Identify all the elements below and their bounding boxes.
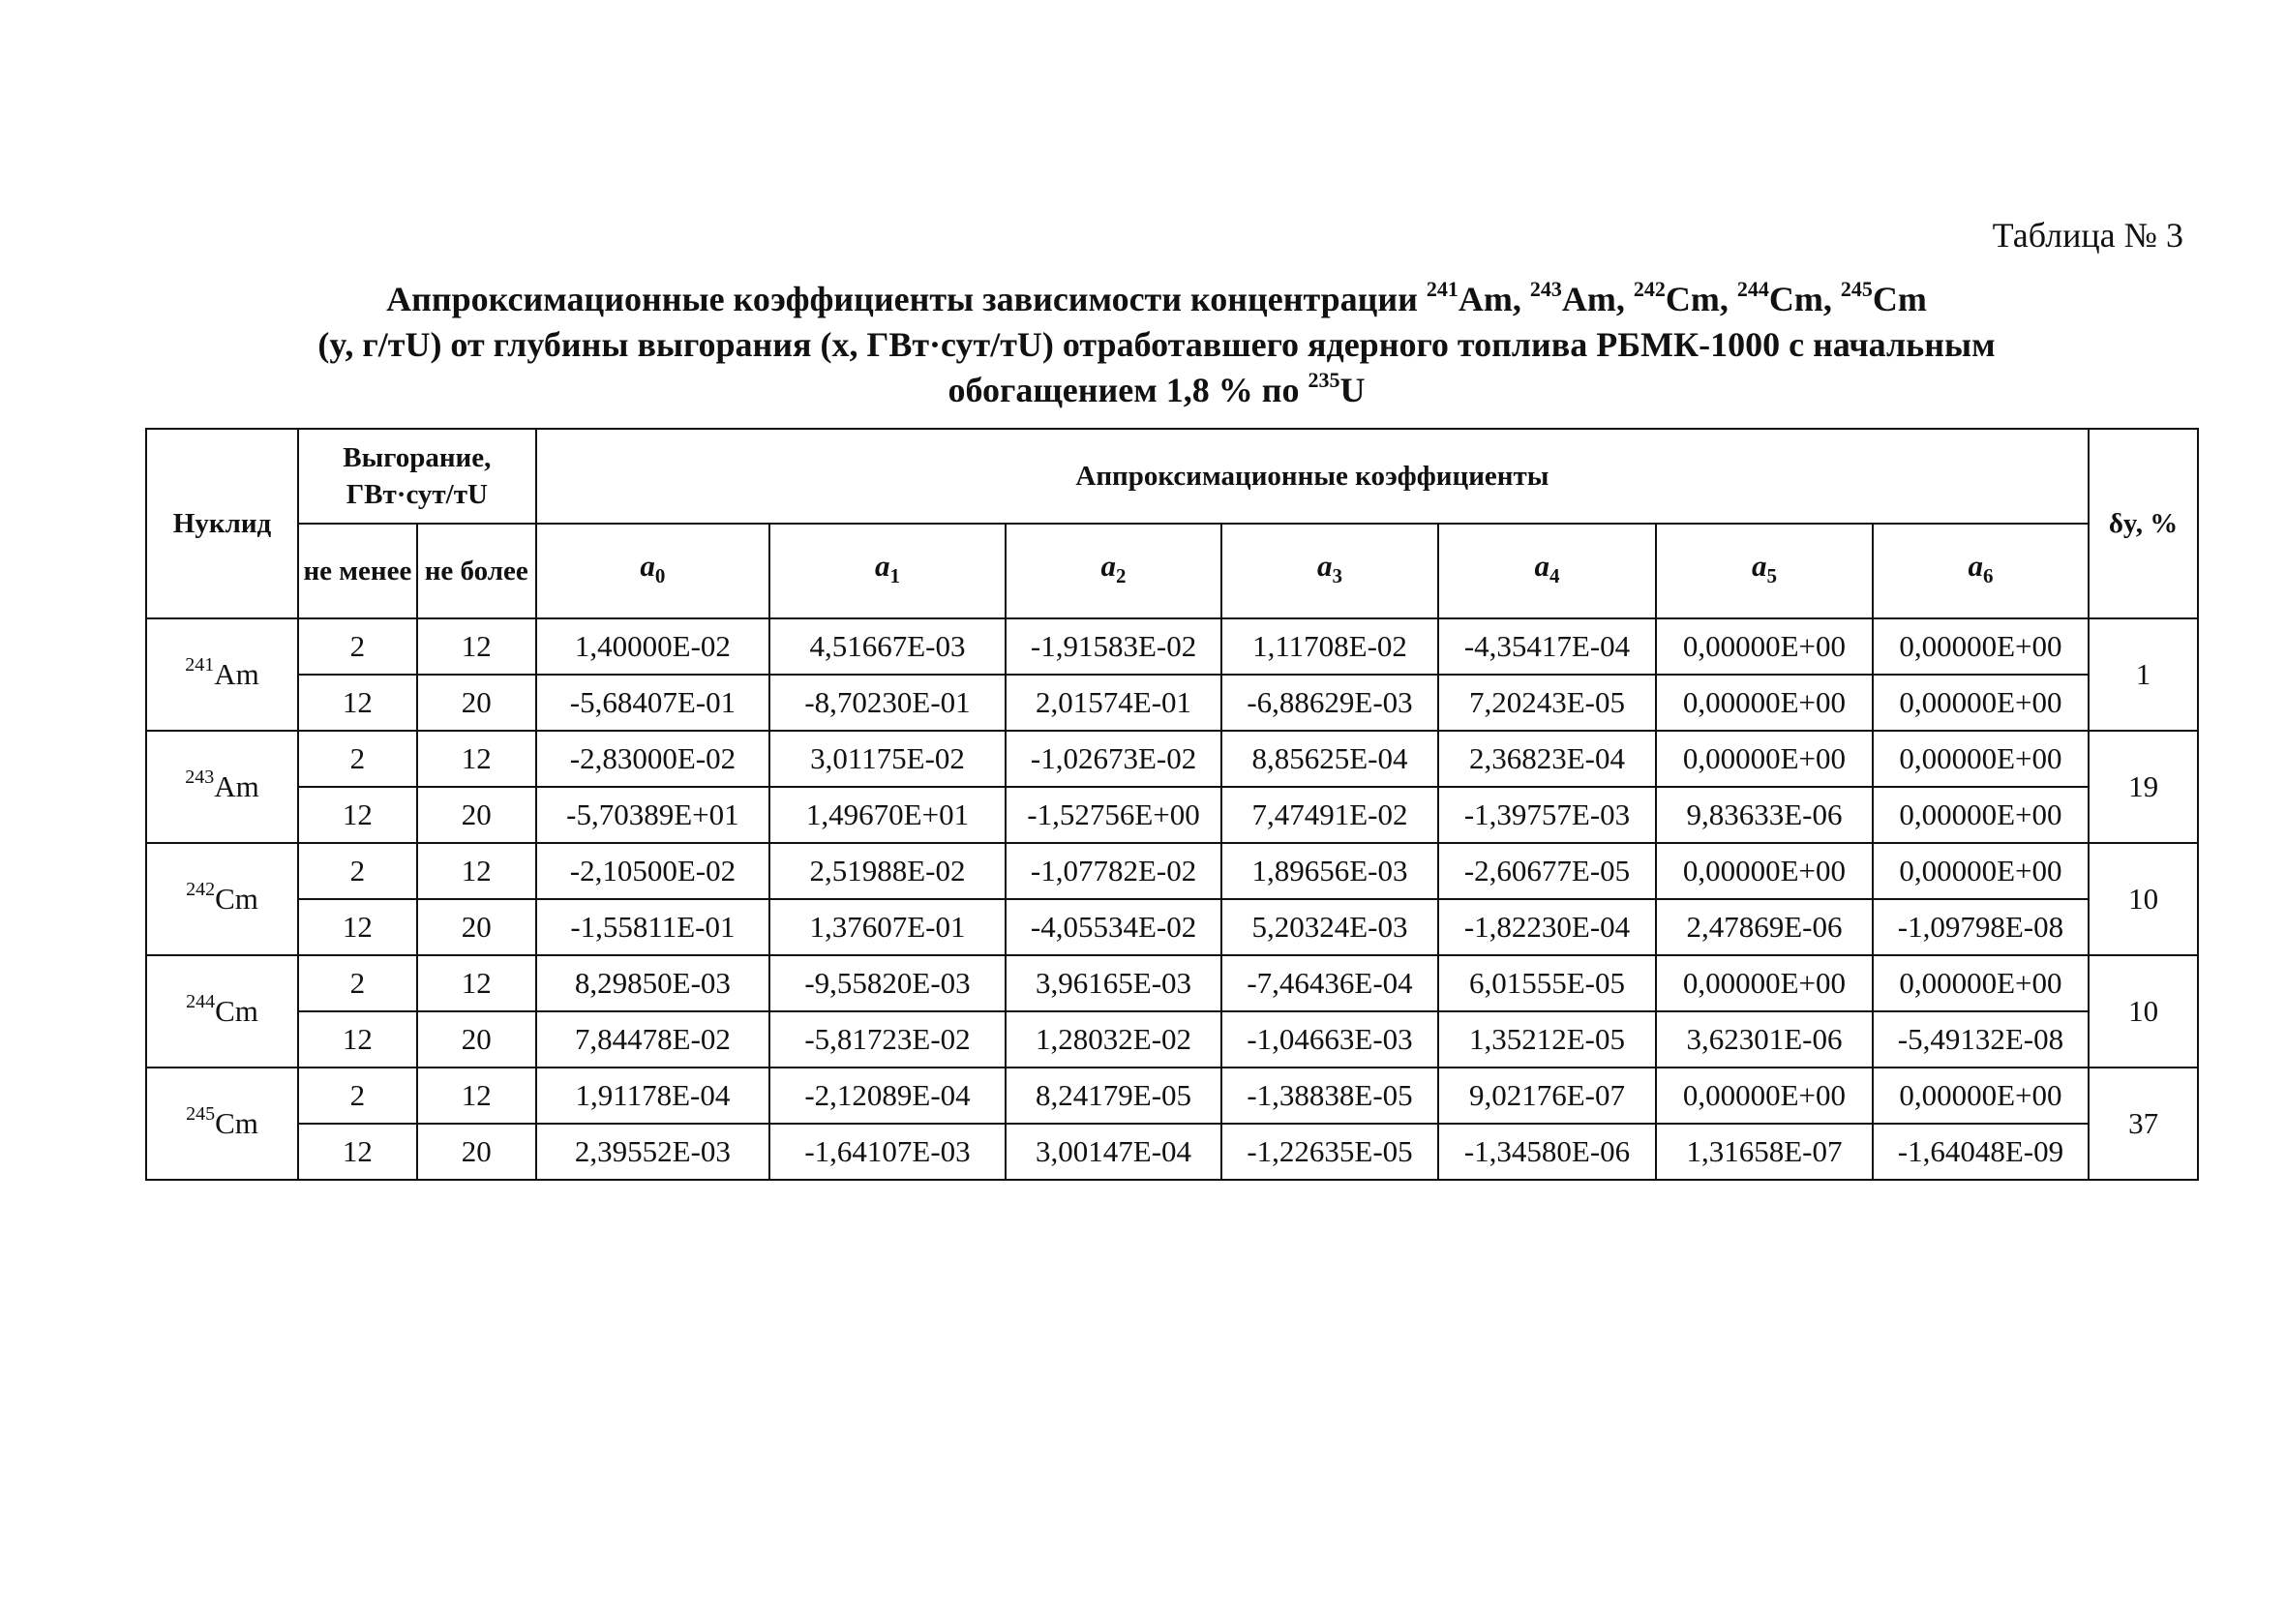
coefficient-a3-cell: -6,88629E-03 — [1221, 675, 1437, 731]
coefficient-a2-cell: -4,05534E-02 — [1006, 899, 1221, 955]
coefficient-a4-cell: 1,35212E-05 — [1438, 1011, 1656, 1068]
coefficient-a6-cell: 0,00000E+00 — [1873, 1068, 2089, 1124]
burnup-min-cell: 12 — [298, 899, 417, 955]
coefficient-a6-cell: 0,00000E+00 — [1873, 675, 2089, 731]
coefficient-a5-cell: 9,83633E-06 — [1656, 787, 1872, 843]
coefficient-a5-cell: 1,31658E-07 — [1656, 1124, 1872, 1180]
nuclide-cell: $^{244}$Cm — [146, 955, 298, 1068]
table-row — [146, 675, 2198, 731]
delta-cell: 19 — [2089, 731, 2198, 843]
burnup-max-cell: 20 — [417, 899, 536, 955]
coefficient-a5-cell: 0,00000E+00 — [1656, 618, 1872, 675]
coefficient-a1-cell: -1,64107E-03 — [769, 1124, 1006, 1180]
coefficient-a5-cell: 2,47869E-06 — [1656, 899, 1872, 955]
table-row — [146, 899, 2198, 955]
header-a1: $a_1$ — [769, 524, 1006, 618]
header-nuclide: Нуклид — [146, 429, 298, 618]
burnup-min-cell: 12 — [298, 1124, 417, 1180]
coefficient-a6-cell: -5,49132E-08 — [1873, 1011, 2089, 1068]
coefficient-a0-cell: -5,70389E+01 — [536, 787, 770, 843]
coefficient-a0-cell: -2,10500E-02 — [536, 843, 770, 899]
burnup-max-cell: 20 — [417, 787, 536, 843]
title-line-3: обогащением 1,8 % по $^{235}$U — [947, 368, 1366, 409]
delta-cell: 37 — [2089, 1068, 2198, 1180]
header-a6: $a_6$ — [1873, 524, 2089, 618]
coefficient-a0-cell: -2,83000E-02 — [536, 731, 770, 787]
coefficient-a4-cell: -1,39757E-03 — [1438, 787, 1656, 843]
coefficient-a3-cell: 8,85625E-04 — [1221, 731, 1437, 787]
coefficient-a4-cell: 9,02176E-07 — [1438, 1068, 1656, 1124]
coefficient-a0-cell: -1,55811E-01 — [536, 899, 770, 955]
header-a0: $a_0$ — [536, 524, 770, 618]
header-not-more: не более — [417, 524, 536, 618]
coefficient-a1-cell: -8,70230E-01 — [769, 675, 1006, 731]
coefficient-a2-cell: -1,07782E-02 — [1006, 843, 1221, 899]
nuclide-cell: $^{243}$Am — [146, 731, 298, 843]
nuclide-cell: $^{241}$Am — [146, 618, 298, 731]
coefficient-a4-cell: -4,35417E-04 — [1438, 618, 1656, 675]
coefficient-a3-cell: 7,47491E-02 — [1221, 787, 1437, 843]
coefficient-a4-cell: -1,82230E-04 — [1438, 899, 1656, 955]
coefficient-a1-cell: 2,51988E-02 — [769, 843, 1006, 899]
coefficient-a2-cell: 2,01574E-01 — [1006, 675, 1221, 731]
header-coefficients: Аппроксимационные коэффициенты — [536, 429, 2090, 524]
coefficient-a1-cell: 1,49670E+01 — [769, 787, 1006, 843]
coefficient-a0-cell: -5,68407E-01 — [536, 675, 770, 731]
burnup-min-cell: 2 — [298, 1068, 417, 1124]
coefficient-a3-cell: -1,38838E-05 — [1221, 1068, 1437, 1124]
table-row — [146, 787, 2198, 843]
coefficient-a1-cell: 4,51667E-03 — [769, 618, 1006, 675]
coefficient-a6-cell: 0,00000E+00 — [1873, 843, 2089, 899]
header-a4: $a_4$ — [1438, 524, 1656, 618]
table-row — [146, 843, 2198, 899]
coefficient-a6-cell: 0,00000E+00 — [1873, 618, 2089, 675]
coefficient-a1-cell: -5,81723E-02 — [769, 1011, 1006, 1068]
burnup-min-cell: 12 — [298, 1011, 417, 1068]
title-line-1: Аппроксимационные коэффициенты зависимости концентрации $^{241}$Am, $^{243}$Am, $^{242}$Cm, $^{244}$Cm, $^{245}$Cm — [386, 277, 1927, 318]
burnup-max-cell: 12 — [417, 1068, 536, 1124]
coefficient-a0-cell: 2,39552E-03 — [536, 1124, 770, 1180]
delta-cell: 1 — [2089, 618, 2198, 731]
coefficient-a6-cell: 0,00000E+00 — [1873, 787, 2089, 843]
coefficient-a6-cell: 0,00000E+00 — [1873, 955, 2089, 1011]
coefficient-a6-cell: 0,00000E+00 — [1873, 731, 2089, 787]
burnup-max-cell: 20 — [417, 1124, 536, 1180]
coefficient-a3-cell: -1,22635E-05 — [1221, 1124, 1437, 1180]
coefficient-a4-cell: 6,01555E-05 — [1438, 955, 1656, 1011]
coefficient-a4-cell: 7,20243E-05 — [1438, 675, 1656, 731]
coefficient-a2-cell: 8,24179E-05 — [1006, 1068, 1221, 1124]
header-not-less: не менее — [298, 524, 417, 618]
burnup-min-cell: 2 — [298, 618, 417, 675]
burnup-min-cell: 2 — [298, 843, 417, 899]
burnup-min-cell: 2 — [298, 955, 417, 1011]
table-row — [146, 955, 2198, 1011]
burnup-max-cell: 12 — [417, 955, 536, 1011]
coefficient-a5-cell: 0,00000E+00 — [1656, 731, 1872, 787]
header-a3: $a_3$ — [1221, 524, 1437, 618]
coefficient-a0-cell: 1,40000E-02 — [536, 618, 770, 675]
coefficient-a5-cell: 0,00000E+00 — [1656, 843, 1872, 899]
table-row — [146, 1011, 2198, 1068]
coefficient-a5-cell: 0,00000E+00 — [1656, 955, 1872, 1011]
coefficient-a5-cell: 0,00000E+00 — [1656, 675, 1872, 731]
burnup-max-cell: 20 — [417, 675, 536, 731]
coefficient-a1-cell: 3,01175E-02 — [769, 731, 1006, 787]
delta-cell: 10 — [2089, 955, 2198, 1068]
coefficient-a4-cell: -2,60677E-05 — [1438, 843, 1656, 899]
header-delta: δy, % — [2089, 429, 2198, 618]
table-row — [146, 1124, 2198, 1180]
coefficient-a0-cell: 8,29850E-03 — [536, 955, 770, 1011]
burnup-max-cell: 12 — [417, 618, 536, 675]
burnup-min-cell: 2 — [298, 731, 417, 787]
coefficient-a5-cell: 0,00000E+00 — [1656, 1068, 1872, 1124]
table-number-label: Таблица № 3 — [1992, 216, 2183, 255]
nuclide-cell: $^{242}$Cm — [146, 843, 298, 955]
burnup-max-cell: 20 — [417, 1011, 536, 1068]
burnup-max-cell: 12 — [417, 843, 536, 899]
coefficient-a5-cell: 3,62301E-06 — [1656, 1011, 1872, 1068]
table-title — [145, 277, 2168, 413]
coefficient-a6-cell: -1,09798E-08 — [1873, 899, 2089, 955]
coefficient-a1-cell: -9,55820E-03 — [769, 955, 1006, 1011]
coefficient-a3-cell: 1,89656E-03 — [1221, 843, 1437, 899]
header-a2: $a_2$ — [1006, 524, 1221, 618]
coefficient-a2-cell: 3,00147E-04 — [1006, 1124, 1221, 1180]
table-row — [146, 731, 2198, 787]
coefficient-a2-cell: 1,28032E-02 — [1006, 1011, 1221, 1068]
coefficient-a3-cell: -1,04663E-03 — [1221, 1011, 1437, 1068]
coefficient-a3-cell: -7,46436E-04 — [1221, 955, 1437, 1011]
coefficient-a0-cell: 1,91178E-04 — [536, 1068, 770, 1124]
header-a5: $a_5$ — [1656, 524, 1872, 618]
burnup-min-cell: 12 — [298, 787, 417, 843]
coefficient-a0-cell: 7,84478E-02 — [536, 1011, 770, 1068]
burnup-max-cell: 12 — [417, 731, 536, 787]
table-row — [146, 1068, 2198, 1124]
coefficient-a2-cell: -1,02673E-02 — [1006, 731, 1221, 787]
coefficient-a3-cell: 1,11708E-02 — [1221, 618, 1437, 675]
title-line-2: (y, г/тU) от глубины выгорания (x, ГВт·сут/тU) отработавшего ядерного топлива РБМК-1000 с начальным — [317, 325, 1996, 364]
header-burnup: Выгорание, ГВт·сут/тU — [298, 429, 536, 524]
coefficient-a1-cell: 1,37607E-01 — [769, 899, 1006, 955]
table-row — [146, 618, 2198, 675]
coefficient-a2-cell: -1,91583E-02 — [1006, 618, 1221, 675]
coefficient-a4-cell: 2,36823E-04 — [1438, 731, 1656, 787]
coefficient-a2-cell: -1,52756E+00 — [1006, 787, 1221, 843]
burnup-min-cell: 12 — [298, 675, 417, 731]
coefficient-a3-cell: 5,20324E-03 — [1221, 899, 1437, 955]
coefficient-a2-cell: 3,96165E-03 — [1006, 955, 1221, 1011]
coefficient-a6-cell: -1,64048E-09 — [1873, 1124, 2089, 1180]
coefficient-a1-cell: -2,12089E-04 — [769, 1068, 1006, 1124]
coefficients-table — [145, 428, 2199, 1181]
delta-cell: 10 — [2089, 843, 2198, 955]
coefficient-a4-cell: -1,34580E-06 — [1438, 1124, 1656, 1180]
nuclide-cell: $^{245}$Cm — [146, 1068, 298, 1180]
